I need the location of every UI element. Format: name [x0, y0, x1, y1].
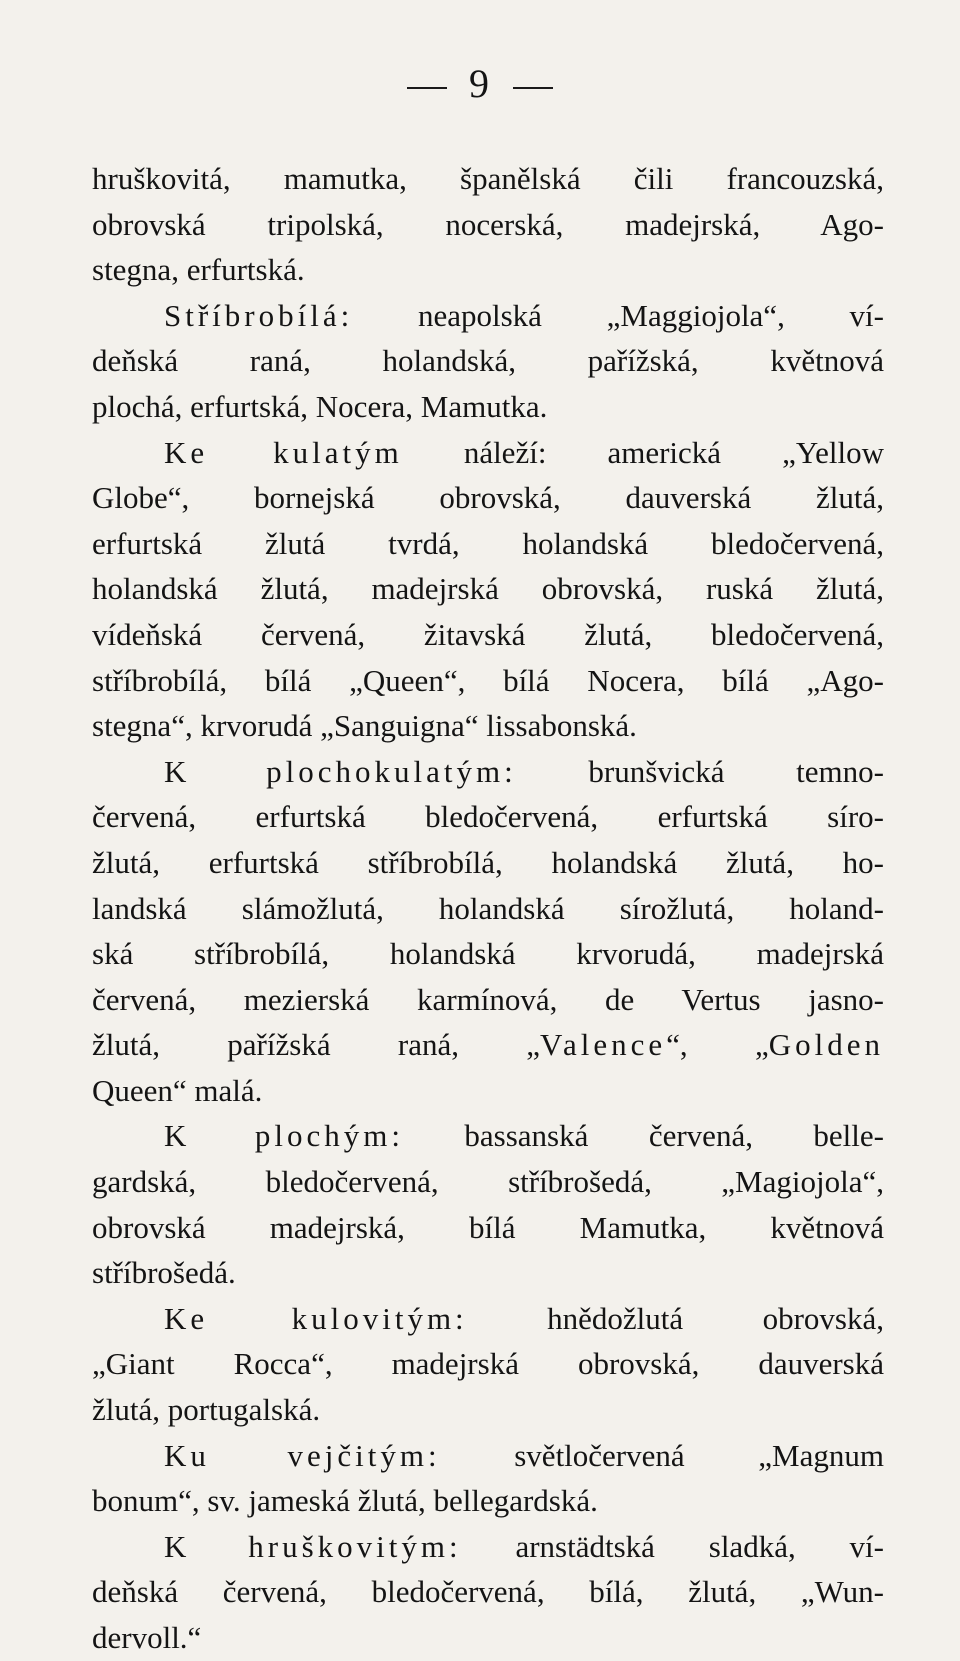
line-text: neapolská „Maggiojola“, ví-: [353, 297, 884, 333]
text-line: [92, 430, 884, 476]
text-line: [92, 794, 884, 840]
text-line: [92, 293, 884, 339]
line-text: hruškovitá, mamutka, španělská čili francouzská,: [92, 161, 884, 196]
line-text: deňská raná, holandská, pařížská, květnová: [92, 343, 884, 379]
line-text: deňská červená, bledočervená, bílá, žlutá, „Wun-: [92, 1574, 884, 1610]
text-line: [92, 475, 884, 521]
line-text: červená, mezierská karmínová, de Vertus jasno-: [92, 981, 884, 1017]
text-line: [92, 1478, 884, 1524]
text-line: [92, 156, 884, 202]
right-dash: [513, 87, 553, 89]
text-line: [92, 1615, 884, 1661]
line-text: stegna“, krvorudá „Sanguigna“ lissabonská.: [92, 708, 637, 744]
line-text: bassanská červená, belle-: [403, 1118, 884, 1154]
spaced-heading: Ku vejčitým:: [164, 1437, 441, 1473]
text-line: [92, 749, 884, 795]
line-text: erfurtská žlutá tvrdá, holandská bledočervená,: [92, 525, 884, 561]
line-text: arnstädtská sladká, ví-: [461, 1528, 884, 1564]
spaced-heading: Stříbrobílá:: [164, 297, 354, 333]
text-line: [92, 703, 884, 749]
left-dash: [407, 87, 447, 89]
text-line: [92, 612, 884, 658]
text-line: [92, 338, 884, 384]
line-text: obrovská madejrská, bílá Mamutka, květnová: [92, 1209, 884, 1245]
line-text: vídeňská červená, žitavská žlutá, bledočervená,: [92, 616, 884, 652]
line-text: žlutá, erfurtská stříbrobílá, holandská žlutá, ho-: [92, 844, 884, 880]
text-line: [92, 1433, 884, 1479]
text-line: [92, 886, 884, 932]
line-text: červená, erfurtská bledočervená, erfurtská síro-: [92, 799, 884, 835]
spaced-heading: K hruškovitým:: [164, 1528, 462, 1564]
text-line: [92, 247, 884, 293]
line-text: náleží: americká „Yellow: [402, 434, 884, 470]
page-number: 9: [469, 61, 491, 106]
spaced-heading: Ke kulatým: [164, 434, 403, 470]
text-line: [92, 1524, 884, 1570]
line-text: stříbrobílá, bílá „Queen“, bílá Nocera, bílá „Ago-: [92, 662, 884, 698]
text-line: [92, 1341, 884, 1387]
line-text: landská slámožlutá, holandská sírožlutá, holand-: [92, 890, 884, 926]
line-text: hnědožlutá obrovská,: [467, 1300, 884, 1336]
line-text: žlutá, pařížská raná, „: [92, 1027, 541, 1063]
text-line: [92, 1387, 884, 1433]
line-text: gardská, bledočervená, stříbrošedá, „Magiojola“,: [92, 1164, 884, 1200]
text-line: [92, 1068, 884, 1114]
line-text: obrovská tripolská, nocerská, madejrská, Ago-: [92, 206, 884, 242]
line-text: žlutá, portugalská.: [92, 1392, 321, 1428]
spaced-heading: K plochokulatým:: [164, 753, 517, 789]
text-line: [92, 1205, 884, 1251]
line-text: plochá, erfurtská, Nocera, Mamutka.: [92, 388, 548, 424]
text-line: [92, 658, 884, 704]
spaced-heading: Ke kulovitým:: [164, 1300, 468, 1336]
line-text: bonum“, sv. jameská žlutá, bellegardská.: [92, 1483, 598, 1519]
text-line: [92, 977, 884, 1023]
text-line: [92, 1022, 884, 1068]
text-line: [92, 202, 884, 248]
text-line: [92, 1250, 884, 1296]
text-line: [92, 1569, 884, 1615]
line-text: Queen“ malá.: [92, 1072, 263, 1108]
text-line: [92, 521, 884, 567]
text-line: [92, 931, 884, 977]
text-line: [92, 566, 884, 612]
line-text: “, „: [666, 1027, 769, 1063]
line-text: světločervená „Magnum: [440, 1437, 884, 1473]
spaced-heading: K plochým:: [164, 1118, 404, 1154]
text-line: [92, 840, 884, 886]
line-text: Globe“, bornejská obrovská, dauverská žlutá,: [92, 480, 884, 516]
text-line: [92, 1296, 884, 1342]
spaced-word: Golden: [768, 1027, 884, 1063]
body-text: [92, 156, 884, 1661]
line-text: „Giant Rocca“, madejrská obrovská, dauverská: [92, 1346, 884, 1382]
line-text: stříbrošedá.: [92, 1255, 236, 1291]
text-line: [92, 384, 884, 430]
page-header: [0, 60, 960, 107]
line-text: holandská žlutá, madejrská obrovská, ruská žlutá,: [92, 571, 884, 607]
text-line: [92, 1113, 884, 1159]
line-text: ská stříbrobílá, holandská krvorudá, madejrská: [92, 936, 884, 972]
line-text: brunšvická temno-: [516, 753, 884, 789]
line-text: stegna, erfurtská.: [92, 252, 305, 288]
line-text: dervoll.“: [92, 1620, 202, 1655]
spaced-word: Valence: [540, 1027, 667, 1063]
text-line: [92, 1159, 884, 1205]
